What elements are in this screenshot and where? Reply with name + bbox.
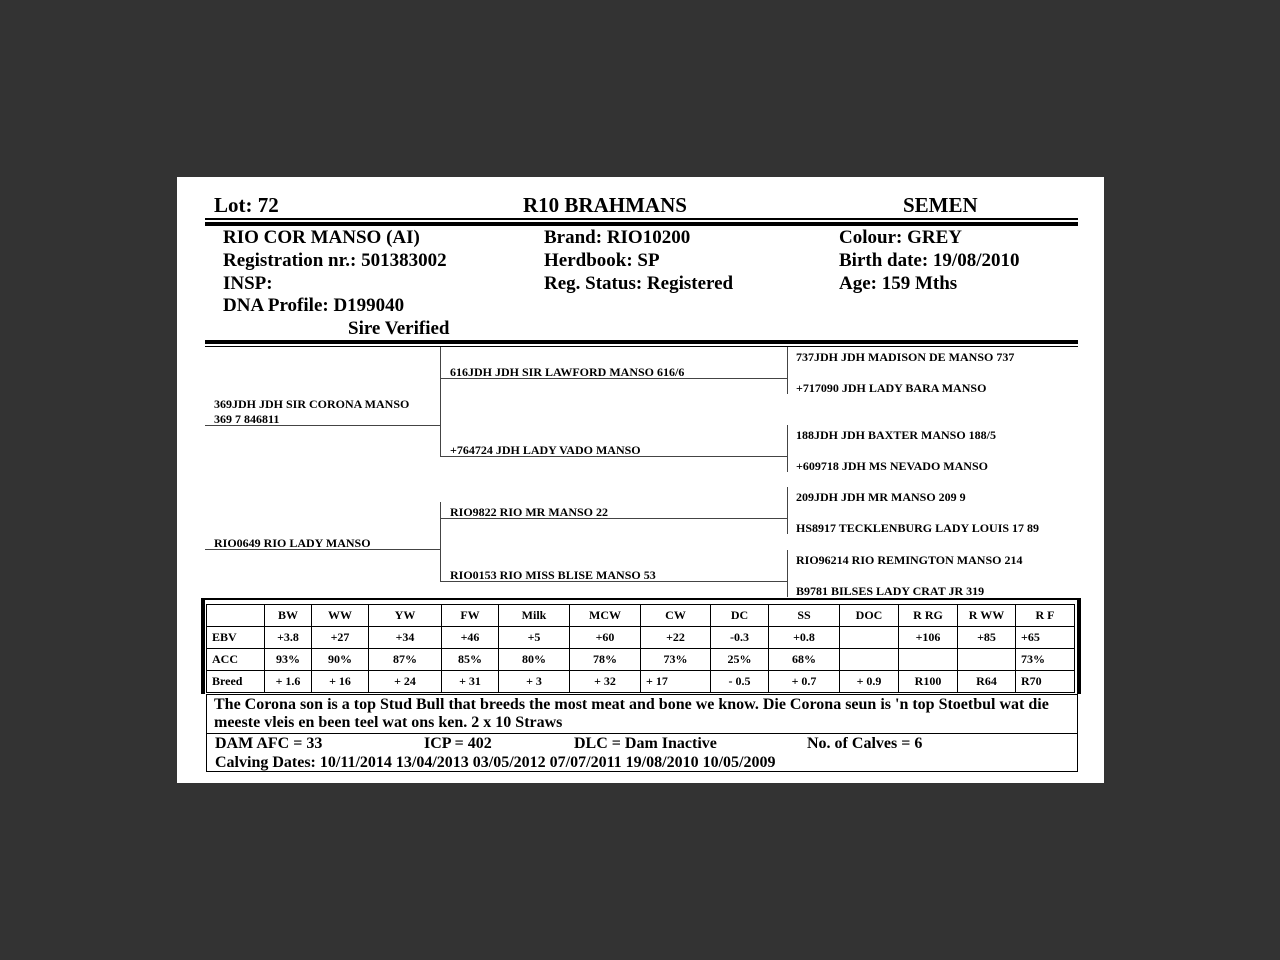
header-rule-thick (205, 222, 1078, 226)
table-header: DC (711, 605, 769, 627)
pedigree-line (440, 502, 441, 582)
notes-box (206, 694, 1078, 772)
table-cell: 25% (711, 649, 769, 671)
table-cell: +5 (499, 627, 570, 649)
table-cell: 68% (769, 649, 840, 671)
table-row (207, 649, 1075, 671)
table-cell: Breed (207, 671, 265, 693)
pedigree-dsd: HS8917 TECKLENBURG LADY LOUIS 17 89 (796, 521, 1040, 535)
birth-date: Birth date: 19/08/2010 (839, 250, 1020, 271)
table-cell: + 0.9 (840, 671, 899, 693)
pedigree-sire: 369JDH JDH SIR CORONA MANSO (214, 397, 410, 411)
table-header: Milk (499, 605, 570, 627)
ebv-table (206, 604, 1075, 693)
table-header: R F (1016, 605, 1075, 627)
dam-afc: DAM AFC = 33 (215, 735, 323, 752)
table-cell: + 24 (369, 671, 442, 693)
table-cell (840, 627, 899, 649)
header-rule-thin (205, 218, 1078, 220)
pedigree-ddd: B9781 BILSES LADY CRAT JR 319 (796, 584, 985, 598)
table-cell (840, 649, 899, 671)
table-cell: + 17 (641, 671, 711, 693)
table-cell: +65 (1016, 627, 1075, 649)
table-cell: + 31 (442, 671, 499, 693)
table-header: FW (442, 605, 499, 627)
table-cell: +106 (899, 627, 958, 649)
lot-type: SEMEN (903, 193, 978, 217)
table-cell: R100 (899, 671, 958, 693)
dna-profile: DNA Profile: D199040 (223, 295, 405, 316)
info-rule-thin (205, 346, 1078, 347)
insp-label: INSP: (223, 273, 273, 294)
reg-status: Reg. Status: Registered (544, 273, 734, 294)
table-cell (958, 649, 1016, 671)
pedigree-sds: 188JDH JDH BAXTER MANSO 188/5 (796, 428, 997, 442)
table-row (207, 671, 1075, 693)
table-cell: +27 (312, 627, 369, 649)
table-cell: + 3 (499, 671, 570, 693)
table-cell: +3.8 (265, 627, 312, 649)
table-cell: +85 (958, 627, 1016, 649)
pedigree-dss: 209JDH JDH MR MANSO 209 9 (796, 490, 966, 504)
pedigree-ssd: +717090 JDH LADY BARA MANSO (796, 381, 987, 395)
table-cell: 87% (369, 649, 442, 671)
table-cell: + 1.6 (265, 671, 312, 693)
pedigree-line (787, 425, 788, 472)
pedigree-sire-sire: 616JDH JDH SIR LAWFORD MANSO 616/6 (450, 365, 685, 379)
pedigree-line (787, 550, 788, 597)
info-rule-thick (205, 340, 1078, 344)
pedigree-dds: RIO96214 RIO REMINGTON MANSO 214 (796, 553, 1023, 567)
herdbook: Herdbook: SP (544, 250, 660, 271)
lot-description: The Corona son is a top Stud Bull that breeds the most meat and bone we know. Die Corona seun is 'n top Stoetbul wat die meeste vleis en been teel wat ons ken. 2 x 10 Straws (214, 696, 1049, 731)
table-header: BW (265, 605, 312, 627)
table-cell (899, 649, 958, 671)
table-cell: 73% (641, 649, 711, 671)
table-cell: +46 (442, 627, 499, 649)
lot-number: Lot: 72 (214, 193, 279, 217)
table-header: SS (769, 605, 840, 627)
pedigree-line (787, 347, 788, 394)
table-cell: EBV (207, 627, 265, 649)
table-cell: - 0.5 (711, 671, 769, 693)
icp: ICP = 402 (424, 735, 492, 752)
registration-number: Registration nr.: 501383002 (223, 250, 447, 271)
pedigree-dam-sire: RIO9822 RIO MR MANSO 22 (450, 505, 608, 519)
ebv-header-row (207, 605, 1075, 627)
table-header: WW (312, 605, 369, 627)
table-cell: + 16 (312, 671, 369, 693)
pedigree-line (440, 347, 441, 457)
breeder-title: R10 BRAHMANS (523, 193, 687, 217)
pedigree-sire-sub: 369 7 846811 (214, 412, 280, 426)
table-cell: 73% (1016, 649, 1075, 671)
table-cell: +60 (570, 627, 641, 649)
table-cell: R64 (958, 671, 1016, 693)
pedigree-sss: 737JDH JDH MADISON DE MANSO 737 (796, 350, 1015, 364)
table-header: R RG (899, 605, 958, 627)
notes-divider (207, 733, 1077, 734)
table-cell: 85% (442, 649, 499, 671)
dlc: DLC = Dam Inactive (574, 735, 717, 752)
table-row (207, 627, 1075, 649)
table-header: MCW (570, 605, 641, 627)
table-cell: 80% (499, 649, 570, 671)
table-cell: ACC (207, 649, 265, 671)
sire-verified: Sire Verified (348, 318, 450, 339)
pedigree-sire-dam: +764724 JDH LADY VADO MANSO (450, 443, 641, 457)
animal-name: RIO COR MANSO (AI) (223, 227, 420, 248)
colour: Colour: GREY (839, 227, 962, 248)
table-cell: R70 (1016, 671, 1075, 693)
table-cell: + 32 (570, 671, 641, 693)
pedigree-dam: RIO0649 RIO LADY MANSO (214, 536, 371, 550)
age: Age: 159 Mths (839, 273, 958, 294)
lot-card (177, 177, 1104, 783)
pedigree-line (787, 487, 788, 534)
table-cell: +0.8 (769, 627, 840, 649)
table-cell: 90% (312, 649, 369, 671)
table-cell: +22 (641, 627, 711, 649)
pedigree-dam-dam: RIO0153 RIO MISS BLISE MANSO 53 (450, 568, 656, 582)
table-header: YW (369, 605, 442, 627)
table-header (207, 605, 265, 627)
table-cell: + 0.7 (769, 671, 840, 693)
calf-count: No. of Calves = 6 (807, 735, 923, 752)
table-header: CW (641, 605, 711, 627)
table-header: R WW (958, 605, 1016, 627)
table-cell: 78% (570, 649, 641, 671)
pedigree-sdd: +609718 JDH MS NEVADO MANSO (796, 459, 988, 473)
table-cell: +34 (369, 627, 442, 649)
calving-dates: Calving Dates: 10/11/2014 13/04/2013 03/05/2012 07/07/2011 19/08/2010 10/05/2009 (215, 754, 776, 771)
table-cell: 93% (265, 649, 312, 671)
brand: Brand: RIO10200 (544, 227, 691, 248)
table-header: DOC (840, 605, 899, 627)
table-cell: -0.3 (711, 627, 769, 649)
